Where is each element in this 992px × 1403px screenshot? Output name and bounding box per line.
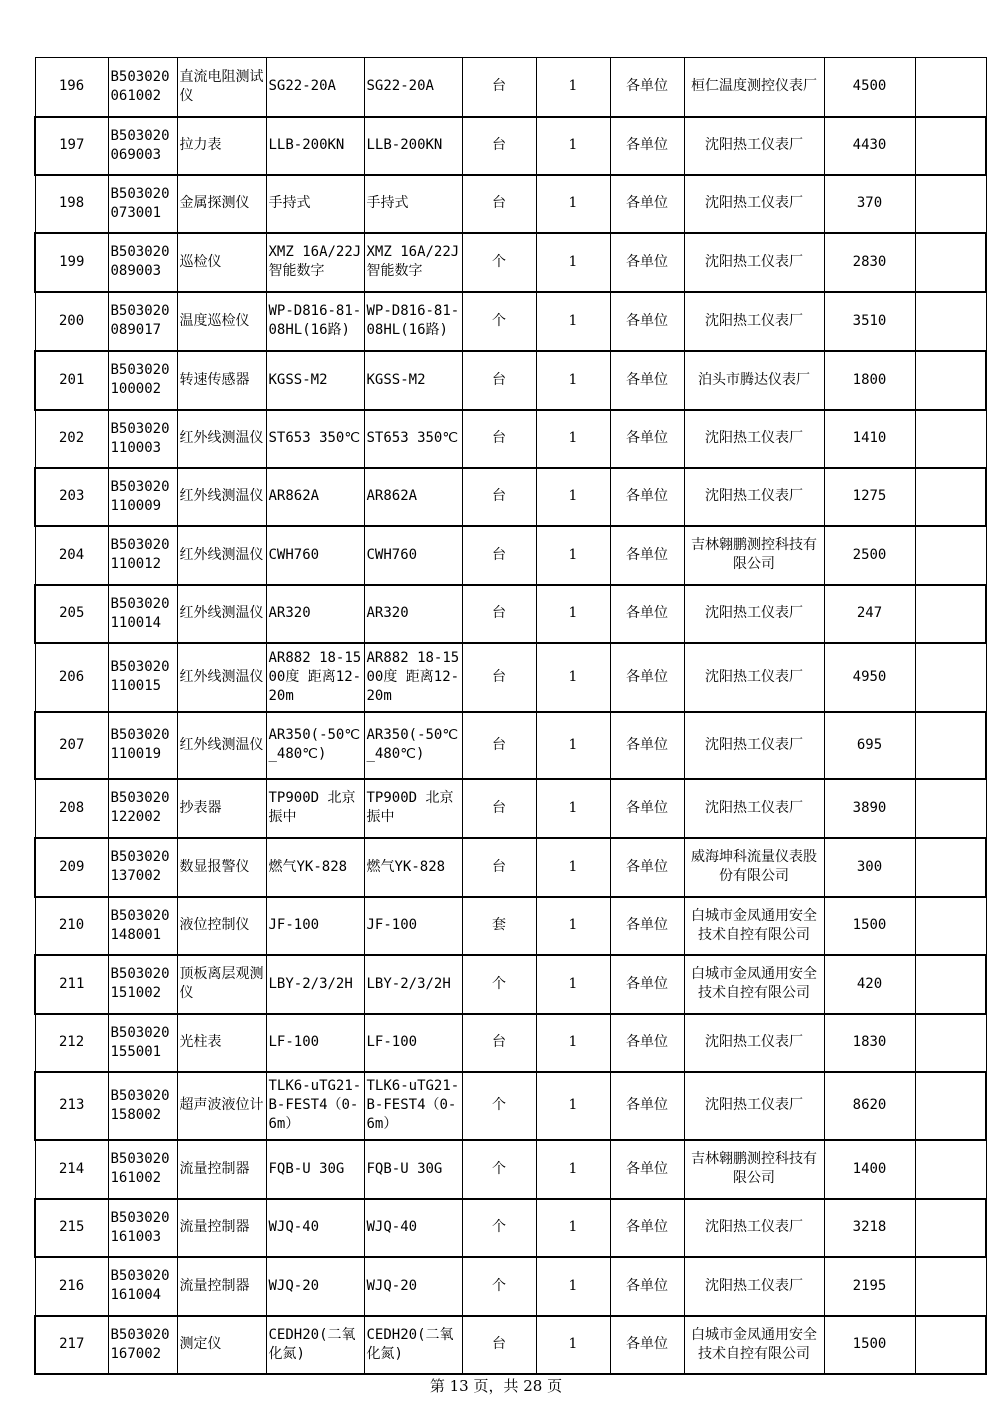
item-note	[915, 410, 986, 468]
table-row	[35, 468, 986, 526]
item-price: 1500	[824, 897, 915, 955]
item-unit: 套	[462, 897, 536, 955]
row-number: 210	[35, 897, 108, 955]
item-name: 流量控制器	[177, 1140, 266, 1199]
item-spec: WJQ-40	[266, 1199, 364, 1257]
item-unit: 个	[462, 233, 536, 292]
equipment-table	[34, 57, 987, 1375]
item-scope: 各单位	[610, 58, 684, 117]
item-price: 2500	[824, 526, 915, 585]
item-price: 420	[824, 955, 915, 1014]
item-name: 巡检仪	[177, 233, 266, 292]
item-scope: 各单位	[610, 1072, 684, 1140]
row-number: 201	[35, 351, 108, 410]
table-row	[35, 585, 986, 643]
item-spec: XMZ 16A/22J智能数字	[266, 233, 364, 292]
item-code: B503020073001	[108, 175, 177, 233]
item-scope: 各单位	[610, 585, 684, 643]
item-quantity: 1	[536, 643, 610, 712]
item-price: 3510	[824, 292, 915, 351]
item-unit: 台	[462, 712, 536, 779]
item-spec: TLK6-uTG21-B-FEST4（0-6m）	[266, 1072, 364, 1140]
item-code: B503020137002	[108, 838, 177, 897]
item-spec: AR862A	[266, 468, 364, 526]
item-note	[915, 712, 986, 779]
item-code: B503020061002	[108, 58, 177, 117]
item-unit: 个	[462, 292, 536, 351]
item-model: FQB-U 30G	[364, 1140, 462, 1199]
item-name: 数显报警仪	[177, 838, 266, 897]
item-code: B503020089003	[108, 233, 177, 292]
row-number: 198	[35, 175, 108, 233]
row-number: 207	[35, 712, 108, 779]
item-note	[915, 468, 986, 526]
item-manufacturer: 沈阳热工仪表厂	[684, 292, 824, 351]
item-quantity: 1	[536, 1199, 610, 1257]
item-manufacturer: 桓仁温度测控仪表厂	[684, 58, 824, 117]
item-note	[915, 292, 986, 351]
item-unit: 个	[462, 1199, 536, 1257]
item-manufacturer: 白城市金凤通用安全技术自控有限公司	[684, 1316, 824, 1374]
item-scope: 各单位	[610, 526, 684, 585]
item-spec: LF-100	[266, 1014, 364, 1072]
item-model: JF-100	[364, 897, 462, 955]
item-quantity: 1	[536, 1014, 610, 1072]
item-code: B503020161004	[108, 1257, 177, 1316]
page-footer: 第 13 页，共 28 页	[429, 1377, 563, 1395]
item-scope: 各单位	[610, 233, 684, 292]
item-price: 1500	[824, 1316, 915, 1374]
item-manufacturer: 沈阳热工仪表厂	[684, 175, 824, 233]
row-number: 202	[35, 410, 108, 468]
table-row	[35, 1316, 986, 1374]
row-number: 212	[35, 1014, 108, 1072]
table-row	[35, 712, 986, 779]
item-name: 流量控制器	[177, 1257, 266, 1316]
item-code: B503020110015	[108, 643, 177, 712]
item-quantity: 1	[536, 292, 610, 351]
item-name: 红外线测温仪	[177, 526, 266, 585]
item-manufacturer: 白城市金凤通用安全技术自控有限公司	[684, 897, 824, 955]
table-row	[35, 955, 986, 1014]
item-note	[915, 526, 986, 585]
item-name: 红外线测温仪	[177, 643, 266, 712]
item-spec: 手持式	[266, 175, 364, 233]
table-row	[35, 526, 986, 585]
item-code: B503020100002	[108, 351, 177, 410]
table-body	[35, 58, 986, 1374]
item-spec: ST653 350℃	[266, 410, 364, 468]
item-price: 2830	[824, 233, 915, 292]
item-scope: 各单位	[610, 955, 684, 1014]
item-note	[915, 58, 986, 117]
row-number: 206	[35, 643, 108, 712]
item-spec: AR882 18-1500度 距离12-20m	[266, 643, 364, 712]
table-row	[35, 1140, 986, 1199]
item-name: 红外线测温仪	[177, 410, 266, 468]
item-manufacturer: 沈阳热工仪表厂	[684, 1014, 824, 1072]
item-scope: 各单位	[610, 351, 684, 410]
item-manufacturer: 沈阳热工仪表厂	[684, 643, 824, 712]
item-note	[915, 1072, 986, 1140]
item-name: 红外线测温仪	[177, 712, 266, 779]
item-unit: 台	[462, 838, 536, 897]
item-note	[915, 175, 986, 233]
item-model: AR882 18-1500度 距离12-20m	[364, 643, 462, 712]
item-price: 1830	[824, 1014, 915, 1072]
item-unit: 台	[462, 117, 536, 175]
item-code: B503020110019	[108, 712, 177, 779]
item-code: B503020110014	[108, 585, 177, 643]
item-price: 4950	[824, 643, 915, 712]
table-row	[35, 351, 986, 410]
row-number: 216	[35, 1257, 108, 1316]
item-unit: 台	[462, 58, 536, 117]
item-model: LBY-2/3/2H	[364, 955, 462, 1014]
row-number: 197	[35, 117, 108, 175]
item-quantity: 1	[536, 1316, 610, 1374]
item-price: 8620	[824, 1072, 915, 1140]
item-spec: FQB-U 30G	[266, 1140, 364, 1199]
item-scope: 各单位	[610, 175, 684, 233]
item-note	[915, 233, 986, 292]
item-unit: 个	[462, 1072, 536, 1140]
item-manufacturer: 沈阳热工仪表厂	[684, 233, 824, 292]
item-quantity: 1	[536, 117, 610, 175]
item-model: LF-100	[364, 1014, 462, 1072]
table-row	[35, 1014, 986, 1072]
item-scope: 各单位	[610, 1199, 684, 1257]
item-code: B503020148001	[108, 897, 177, 955]
item-spec: WJQ-20	[266, 1257, 364, 1316]
item-model: 手持式	[364, 175, 462, 233]
item-scope: 各单位	[610, 838, 684, 897]
table-row	[35, 779, 986, 838]
item-quantity: 1	[536, 838, 610, 897]
item-code: B503020155001	[108, 1014, 177, 1072]
item-spec: 燃气YK-828	[266, 838, 364, 897]
item-scope: 各单位	[610, 712, 684, 779]
item-code: B503020122002	[108, 779, 177, 838]
item-quantity: 1	[536, 468, 610, 526]
row-number: 217	[35, 1316, 108, 1374]
item-model: XMZ 16A/22J智能数字	[364, 233, 462, 292]
row-number: 213	[35, 1072, 108, 1140]
item-name: 拉力表	[177, 117, 266, 175]
item-quantity: 1	[536, 351, 610, 410]
item-unit: 台	[462, 351, 536, 410]
item-price: 4430	[824, 117, 915, 175]
item-quantity: 1	[536, 1140, 610, 1199]
item-name: 金属探测仪	[177, 175, 266, 233]
table-row	[35, 410, 986, 468]
item-quantity: 1	[536, 897, 610, 955]
item-price: 1400	[824, 1140, 915, 1199]
table-row	[35, 58, 986, 117]
item-quantity: 1	[536, 779, 610, 838]
row-number: 199	[35, 233, 108, 292]
item-scope: 各单位	[610, 410, 684, 468]
table-row	[35, 838, 986, 897]
item-note	[915, 643, 986, 712]
item-model: TP900D 北京振中	[364, 779, 462, 838]
item-code: B503020151002	[108, 955, 177, 1014]
item-code: B503020089017	[108, 292, 177, 351]
row-number: 214	[35, 1140, 108, 1199]
row-number: 209	[35, 838, 108, 897]
item-model: WP-D816-81-08HL(16路)	[364, 292, 462, 351]
item-price: 1410	[824, 410, 915, 468]
table-row	[35, 1072, 986, 1140]
item-manufacturer: 吉林翱鹏测控科技有限公司	[684, 1140, 824, 1199]
item-spec: AR350(-50℃_480℃)	[266, 712, 364, 779]
item-name: 直流电阻测试仪	[177, 58, 266, 117]
row-number: 204	[35, 526, 108, 585]
item-name: 红外线测温仪	[177, 585, 266, 643]
item-unit: 台	[462, 585, 536, 643]
item-model: AR320	[364, 585, 462, 643]
item-scope: 各单位	[610, 1014, 684, 1072]
item-spec: CWH760	[266, 526, 364, 585]
item-note	[915, 585, 986, 643]
item-scope: 各单位	[610, 1257, 684, 1316]
item-manufacturer: 威海坤科流量仪表股份有限公司	[684, 838, 824, 897]
item-name: 流量控制器	[177, 1199, 266, 1257]
item-manufacturer: 沈阳热工仪表厂	[684, 779, 824, 838]
item-price: 300	[824, 838, 915, 897]
item-note	[915, 955, 986, 1014]
item-model: ST653 350℃	[364, 410, 462, 468]
item-price: 1800	[824, 351, 915, 410]
item-unit: 台	[462, 175, 536, 233]
item-code: B503020161002	[108, 1140, 177, 1199]
row-number: 208	[35, 779, 108, 838]
item-spec: LBY-2/3/2H	[266, 955, 364, 1014]
item-spec: KGSS-M2	[266, 351, 364, 410]
item-note	[915, 117, 986, 175]
item-unit: 台	[462, 1014, 536, 1072]
item-unit: 个	[462, 955, 536, 1014]
item-model: TLK6-uTG21-B-FEST4（0-6m）	[364, 1072, 462, 1140]
item-price: 247	[824, 585, 915, 643]
item-model: CEDH20(二氧化氮)	[364, 1316, 462, 1374]
table-row	[35, 897, 986, 955]
item-note	[915, 838, 986, 897]
item-note	[915, 1140, 986, 1199]
item-quantity: 1	[536, 58, 610, 117]
item-scope: 各单位	[610, 1316, 684, 1374]
item-scope: 各单位	[610, 468, 684, 526]
item-unit: 台	[462, 526, 536, 585]
item-code: B503020110009	[108, 468, 177, 526]
item-spec: SG22-20A	[266, 58, 364, 117]
item-scope: 各单位	[610, 897, 684, 955]
item-unit: 台	[462, 779, 536, 838]
item-note	[915, 1199, 986, 1257]
item-spec: WP-D816-81-08HL(16路)	[266, 292, 364, 351]
item-code: B503020069003	[108, 117, 177, 175]
item-note	[915, 1316, 986, 1374]
item-manufacturer: 沈阳热工仪表厂	[684, 585, 824, 643]
item-note	[915, 897, 986, 955]
item-name: 液位控制仪	[177, 897, 266, 955]
item-manufacturer: 吉林翱鹏测控科技有限公司	[684, 526, 824, 585]
item-model: LLB-200KN	[364, 117, 462, 175]
item-manufacturer: 沈阳热工仪表厂	[684, 712, 824, 779]
item-unit: 台	[462, 643, 536, 712]
item-price: 3218	[824, 1199, 915, 1257]
item-model: AR862A	[364, 468, 462, 526]
item-quantity: 1	[536, 410, 610, 468]
item-note	[915, 1014, 986, 1072]
item-model: AR350(-50℃_480℃)	[364, 712, 462, 779]
item-unit: 台	[462, 1316, 536, 1374]
item-model: 燃气YK-828	[364, 838, 462, 897]
item-model: WJQ-40	[364, 1199, 462, 1257]
item-name: 红外线测温仪	[177, 468, 266, 526]
item-name: 超声波液位计	[177, 1072, 266, 1140]
item-scope: 各单位	[610, 292, 684, 351]
item-quantity: 1	[536, 955, 610, 1014]
item-code: B503020158002	[108, 1072, 177, 1140]
item-quantity: 1	[536, 526, 610, 585]
item-price: 3890	[824, 779, 915, 838]
item-price: 370	[824, 175, 915, 233]
table-row	[35, 1257, 986, 1316]
table-row	[35, 643, 986, 712]
item-quantity: 1	[536, 233, 610, 292]
item-note	[915, 1257, 986, 1316]
item-unit: 台	[462, 468, 536, 526]
item-model: CWH760	[364, 526, 462, 585]
row-number: 211	[35, 955, 108, 1014]
table-row	[35, 292, 986, 351]
item-unit: 台	[462, 410, 536, 468]
item-name: 转速传感器	[177, 351, 266, 410]
item-name: 顶板离层观测仪	[177, 955, 266, 1014]
table-row	[35, 117, 986, 175]
item-manufacturer: 沈阳热工仪表厂	[684, 468, 824, 526]
item-note	[915, 351, 986, 410]
row-number: 215	[35, 1199, 108, 1257]
item-scope: 各单位	[610, 643, 684, 712]
item-model: KGSS-M2	[364, 351, 462, 410]
item-manufacturer: 沈阳热工仪表厂	[684, 1072, 824, 1140]
row-number: 200	[35, 292, 108, 351]
item-manufacturer: 沈阳热工仪表厂	[684, 1257, 824, 1316]
item-name: 测定仪	[177, 1316, 266, 1374]
item-quantity: 1	[536, 712, 610, 779]
item-manufacturer: 泊头市腾达仪表厂	[684, 351, 824, 410]
item-scope: 各单位	[610, 1140, 684, 1199]
item-quantity: 1	[536, 1072, 610, 1140]
item-model: SG22-20A	[364, 58, 462, 117]
item-unit: 个	[462, 1257, 536, 1316]
item-scope: 各单位	[610, 117, 684, 175]
item-scope: 各单位	[610, 779, 684, 838]
item-name: 抄表器	[177, 779, 266, 838]
item-code: B503020167002	[108, 1316, 177, 1374]
item-name: 温度巡检仪	[177, 292, 266, 351]
item-quantity: 1	[536, 1257, 610, 1316]
item-spec: AR320	[266, 585, 364, 643]
item-price: 2195	[824, 1257, 915, 1316]
item-manufacturer: 沈阳热工仪表厂	[684, 1199, 824, 1257]
table-row	[35, 175, 986, 233]
item-manufacturer: 白城市金凤通用安全技术自控有限公司	[684, 955, 824, 1014]
item-price: 1275	[824, 468, 915, 526]
row-number: 205	[35, 585, 108, 643]
item-code: B503020161003	[108, 1199, 177, 1257]
item-spec: JF-100	[266, 897, 364, 955]
item-note	[915, 779, 986, 838]
item-price: 695	[824, 712, 915, 779]
item-name: 光柱表	[177, 1014, 266, 1072]
row-number: 203	[35, 468, 108, 526]
item-manufacturer: 沈阳热工仪表厂	[684, 117, 824, 175]
table-row	[35, 233, 986, 292]
item-spec: LLB-200KN	[266, 117, 364, 175]
item-unit: 个	[462, 1140, 536, 1199]
item-price: 4500	[824, 58, 915, 117]
table-row	[35, 1199, 986, 1257]
item-model: WJQ-20	[364, 1257, 462, 1316]
item-manufacturer: 沈阳热工仪表厂	[684, 410, 824, 468]
item-spec: CEDH20(二氧化氮)	[266, 1316, 364, 1374]
item-spec: TP900D 北京振中	[266, 779, 364, 838]
row-number: 196	[35, 58, 108, 117]
item-quantity: 1	[536, 585, 610, 643]
item-quantity: 1	[536, 175, 610, 233]
item-code: B503020110012	[108, 526, 177, 585]
item-code: B503020110003	[108, 410, 177, 468]
